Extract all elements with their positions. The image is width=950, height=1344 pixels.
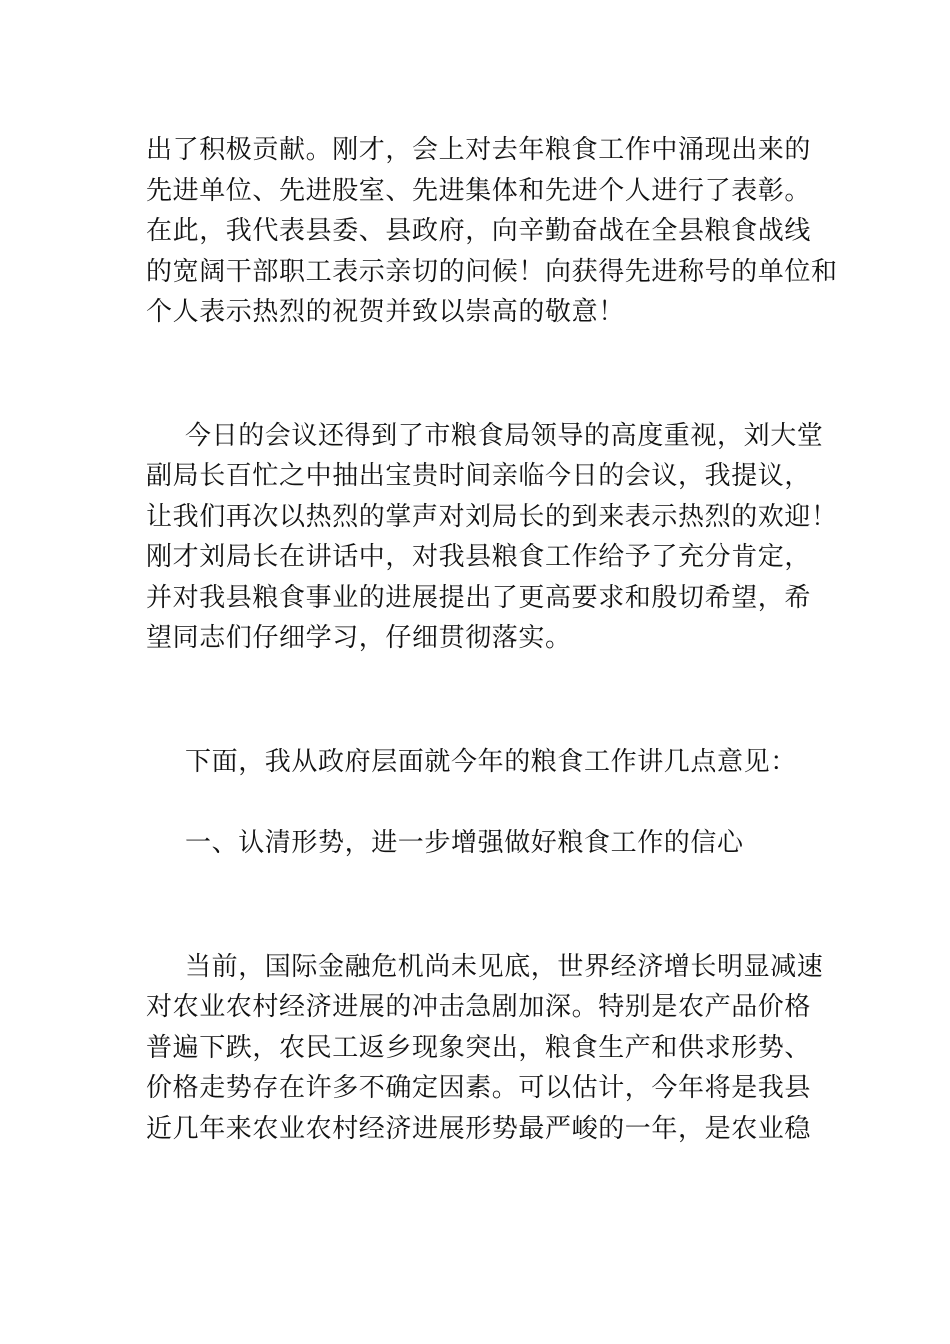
text-line: 当前，国际金融危机尚未见底，世界经济增长明显减速 — [185, 952, 824, 982]
text-line: 对农业农村经济进展的冲击急剧加深。特别是农产品价格 — [146, 992, 812, 1022]
text-line: 下面，我从政府层面就今年的粮食工作讲几点意见： — [185, 747, 797, 777]
text-line: 在此，我代表县委、县政府，向辛勤奋战在全县粮食战线 — [146, 216, 812, 246]
text-line: 今日的会议还得到了市粮食局领导的高度重视，刘大堂 — [185, 421, 824, 451]
heading-line: 一、认清形势，进一步增强做好粮食工作的信心 — [185, 828, 744, 858]
text-line: 先进单位、先进股室、先进集体和先进个人进行了表彰。 — [146, 176, 812, 206]
text-line: 个人表示热烈的祝贺并致以崇高的敬意！ — [146, 297, 625, 327]
text-line: 让我们再次以热烈的掌声对刘局长的到来表示热烈的欢迎！ — [146, 502, 838, 532]
text-line: 刚才刘局长在讲话中，对我县粮食工作给予了充分肯定， — [146, 542, 812, 572]
text-line: 普遍下跌，农民工返乡现象突出，粮食生产和供求形势、 — [146, 1033, 812, 1063]
text-line: 并对我县粮食事业的进展提出了更高要求和殷切希望，希 — [146, 583, 812, 613]
text-line: 价格走势存在许多不确定因素。可以估计，今年将是我县 — [146, 1073, 812, 1103]
text-line: 副局长百忙之中抽出宝贵时间亲临今日的会议，我提议， — [146, 461, 812, 491]
text-line: 出了积极贡献。刚才，会上对去年粮食工作中涌现出来的 — [146, 135, 812, 165]
text-line: 的宽阔干部职工表示亲切的问候！向获得先进称号的单位和 — [146, 257, 838, 287]
text-line: 近几年来农业农村经济进展形势最严峻的一年，是农业稳 — [146, 1114, 812, 1144]
text-line: 望同志们仔细学习，仔细贯彻落实。 — [146, 623, 572, 653]
